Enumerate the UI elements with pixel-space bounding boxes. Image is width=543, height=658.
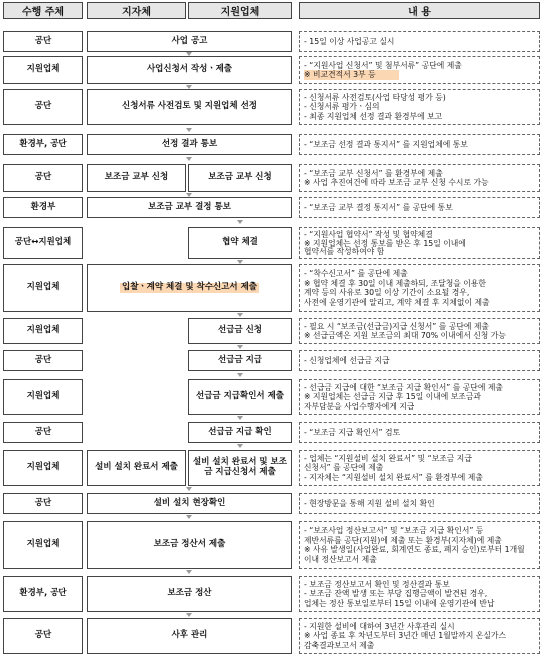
description-line: 자부담분을 사업수행자에게 지급 — [304, 401, 415, 411]
description-box — [299, 422, 540, 443]
actor-cell: 공단 — [3, 31, 83, 52]
actor-cell: 환경부, 공단 — [3, 576, 83, 612]
step-box: 보조금 정산서 제출 — [87, 521, 292, 569]
actor-cell: 공단 — [3, 493, 83, 514]
description-line: - 보조금 잔액 발생 또는 부당 집행금액이 발견된 경우, — [304, 589, 488, 599]
description-line: - 업체는 “지원설비 설치 완료서” 및 “보조금 지급 — [304, 453, 472, 463]
description-line: 사전에 운영기관에 알리고, 계약 체결 후 지체없이 제출 — [304, 297, 490, 307]
description-line: - 신청서류 평가ㆍ심의 — [304, 102, 380, 112]
header-local-gov: 지자체 — [87, 2, 186, 19]
down-arrow-icon — [237, 373, 243, 377]
actor-cell: 지원업체 — [3, 318, 83, 344]
description-line: - 신청업체에 선급금 지급 — [304, 355, 390, 365]
description-line: 제반서류를 공단(지원)에 제출 또는 환경부(지자체)에 제출 — [304, 535, 502, 545]
actor-cell: 환경부, 공단 — [3, 134, 83, 155]
description-line: - 15일 이상 사업공고 실시 — [304, 36, 395, 46]
description-box — [299, 521, 540, 569]
description-box — [299, 350, 540, 371]
step-box: 선정 결과 통보 — [87, 134, 292, 155]
step-box: 설비 설치 현장확인 — [87, 493, 292, 514]
down-arrow-icon — [237, 313, 243, 317]
down-arrow-icon — [237, 345, 243, 349]
description-line: - 필요 시 “보조금(선급금)지급 신청서” 를 공단에 제출 — [304, 321, 489, 331]
actor-cell: 공단↔지원업체 — [3, 227, 83, 259]
description-line: - 현장방문을 통해 지원 설비 설치 확인 — [304, 498, 435, 508]
down-arrow-icon — [186, 157, 192, 161]
description-line: ※ 선급금액은 지원 보조금의 최대 70% 이내에서 신청 가능 — [304, 331, 506, 340]
description-box — [299, 89, 540, 125]
description-line: - 최종 지원업체 선정 결과 환경부에 보고 — [304, 111, 443, 121]
description-line: - “보조사업 정산보고서” 및 “보조금 지급 확인서” 등 — [304, 526, 484, 535]
actor-cell: 공단 — [3, 422, 83, 443]
description-line: - “지원사업 신청서” 및 첨부서류” 공단에 제출 — [304, 60, 462, 70]
down-arrow-icon — [186, 85, 192, 89]
step-box: 사업 공고 — [87, 31, 292, 52]
down-arrow-icon — [186, 570, 192, 574]
step-label: 입찰ㆍ계약 체결 및 착수신고서 제출 — [121, 282, 257, 293]
down-arrow-icon — [237, 444, 243, 448]
step-box-left: 보조금 교부 신청 — [87, 164, 186, 192]
description-box — [299, 227, 540, 259]
down-arrow-icon — [186, 128, 192, 132]
description-box — [299, 379, 540, 415]
description-line: ※ 사업 종료 후 차년도부터 3년간 매년 1월말까지 온실가스 — [304, 631, 506, 641]
step-box-highlight — [87, 264, 292, 312]
step-box-right: 협약 체결 — [188, 227, 292, 259]
description-box — [299, 618, 540, 654]
description-line: - “착수신고서” 를 공단에 제출 — [304, 269, 408, 278]
step-box-right: 선급금 지급 확인 — [188, 422, 292, 443]
step-box: 보조금 정산 — [87, 576, 292, 612]
description-line: - 지자체는 “지원설비 설치 완료서” 를 환경부에 제출 — [304, 472, 483, 482]
step-box: 보조금 교부 결정 통보 — [87, 197, 292, 218]
description-box — [299, 56, 540, 84]
down-arrow-icon — [186, 487, 192, 491]
description-line: 신청서” 를 공단에 제출 — [304, 463, 384, 473]
description-line: 감축결과보고서 제출 — [304, 640, 375, 650]
actor-cell: 환경부 — [3, 197, 83, 218]
actor-cell: 공단 — [3, 350, 83, 371]
description-line: - “보조금 지급 확인서” 검토 — [304, 427, 401, 437]
description-line: ※ 지원업체는 선급금 지급 후 15일 이내에 보조금과 — [304, 392, 481, 402]
down-arrow-icon — [237, 260, 243, 264]
step-box-right: 선급금 지급 — [188, 350, 292, 371]
header-content: 내 용 — [299, 2, 540, 19]
description-line: - 보조금 정산보고서 확인 및 정산결과 통보 — [304, 579, 450, 589]
description-box — [299, 31, 540, 52]
description-line: - 신청서류 사전검토(사업 타당성 평가 등) — [304, 92, 446, 102]
actor-cell: 공단 — [3, 618, 83, 654]
actor-cell: 지원업체 — [3, 56, 83, 84]
actor-cell: 지원업체 — [3, 379, 83, 415]
step-box-right: 선급금 지급확인서 제출 — [188, 379, 292, 415]
step-box-right: 선급금 신청 — [188, 318, 292, 344]
step-box: 사업신청서 작성ㆍ제출 — [87, 56, 292, 84]
actor-cell: 지원업체 — [3, 264, 83, 312]
actor-cell: 지원업체 — [3, 521, 83, 569]
description-box — [299, 493, 540, 514]
down-arrow-icon — [186, 515, 192, 519]
description-line: 협약서를 작성하여야 함 — [304, 247, 385, 257]
down-arrow-icon — [186, 613, 192, 617]
down-arrow-icon — [237, 220, 243, 224]
down-arrow-icon — [237, 416, 243, 420]
description-line: 계약 등의 사유로 30일 이상 기간이 소요될 경우, — [304, 288, 470, 297]
description-line: - 지원한 설비에 대하여 3년간 사후관리 실시 — [304, 621, 455, 631]
description-line: ※ 사업 추진여건에 따라 보조금 교부 신청 수시로 가능 — [304, 178, 489, 187]
description-box — [299, 576, 540, 612]
description-line: - “보조금 선정 결과 통지서” 를 지원업체에 통보 — [304, 139, 468, 149]
description-line: ※ 협약 체결 후 30일 이내 제출하되, 조달청을 이용한 — [304, 278, 486, 288]
actor-cell: 지원업체 — [3, 450, 83, 486]
step-box-right: 설비 설치 완료서 및 보조금 지급신청서 제출 — [188, 450, 292, 486]
description-line: - 선급금 지급에 대한 “보조금 지급 확인서” 를 공단에 제출 — [304, 382, 503, 392]
description-line: 이내 정산보고서 제출 — [304, 554, 377, 564]
description-line: - “지원사업 협약서” 작성 및 협약체결 — [304, 230, 433, 239]
actor-cell: 공단 — [3, 89, 83, 125]
down-arrow-icon — [186, 52, 192, 56]
step-box: 사후 관리 — [87, 618, 292, 654]
description-line: - “보조금 교부 결정 통지서” 를 공단에 통보 — [304, 202, 453, 212]
description-highlight-line: ※ 비교견적서 3부 등 — [304, 70, 399, 80]
description-box — [299, 318, 540, 344]
header-support-company: 지원업체 — [188, 2, 292, 19]
description-line: - “보조금 교부 신청서” 를 환경부에 제출 — [304, 168, 443, 178]
step-box: 신청서류 사전검토 및 지원업체 선정 — [87, 89, 292, 125]
step-box-left: 설비 설치 완료서 제출 — [87, 450, 186, 486]
header-actor: 수행 주체 — [3, 2, 83, 19]
description-box — [299, 264, 540, 312]
description-line: ※ 지원업체는 선정 통보를 받은 후 15일 이내에 — [304, 238, 466, 248]
down-arrow-icon — [186, 193, 192, 197]
description-line: 업체는 정산 통보일로부터 15일 이내에 운영기관에 반납 — [304, 598, 495, 608]
description-box — [299, 134, 540, 155]
description-line: ※ 사유 발생일(사업완료, 회계연도 종료, 폐지 승인)로부터 1개월 — [304, 545, 525, 554]
actor-cell: 공단 — [3, 164, 83, 192]
step-box-right: 보조금 교부 신청 — [188, 164, 292, 192]
description-box — [299, 450, 540, 486]
description-box — [299, 197, 540, 218]
description-box — [299, 164, 540, 192]
